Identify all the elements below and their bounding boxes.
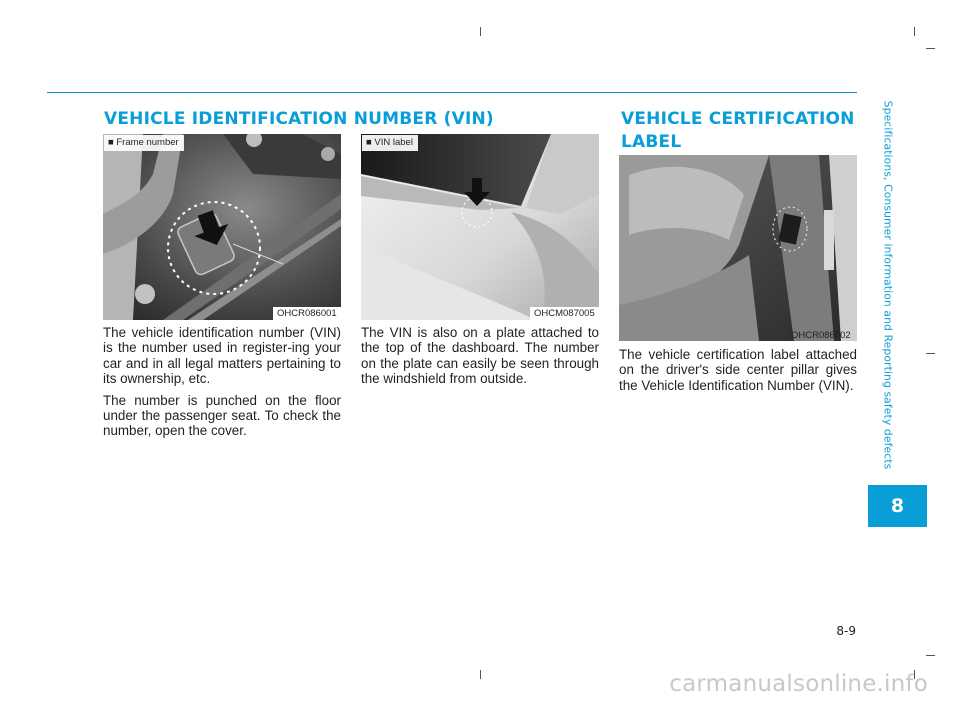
- chapter-tab: 8: [868, 485, 927, 527]
- crop-mark-top-center: [480, 27, 481, 36]
- frame-number-photo: [103, 134, 341, 320]
- vin-label-figure-code: OHCM087005: [530, 307, 599, 321]
- vin-paragraph-2: The number is punched on the floor under the passenger seat. To check the number, open the cover.: [103, 392, 341, 439]
- column-1-text: [103, 325, 341, 445]
- column-3-text: [619, 347, 857, 399]
- chapter-title-vertical: [876, 92, 900, 477]
- certification-heading-line1: VEHICLE CERTIFICATION: [621, 109, 855, 129]
- certification-label-heading: [621, 108, 855, 154]
- chapter-title-text: Specifications, Consumer information and Reporting safety defects: [881, 100, 895, 469]
- certification-paragraph: The vehicle certification label attached on the driver's side center pillar gives the Vehicle Identification Number (VIN).: [619, 347, 857, 393]
- header-rule: [47, 92, 857, 93]
- crop-mark-right-middle: [926, 353, 935, 354]
- watermark: carmanualsonline.info: [669, 671, 928, 697]
- crop-mark-right-lower: [926, 655, 935, 656]
- vin-label-photo: [361, 134, 599, 320]
- page-number: 8-9: [836, 624, 856, 638]
- certification-label-photo: [619, 155, 857, 341]
- column-2-text: [361, 325, 599, 393]
- vin-plate-paragraph: The VIN is also on a plate attached to the top of the dashboard. The number on the plate can easily be seen through the windshield from outside.: [361, 325, 599, 387]
- frame-number-caption: ■ Frame number: [104, 135, 184, 151]
- certification-heading-line2: LABEL: [621, 132, 682, 152]
- certification-label-figure-code: OHCR086002: [791, 330, 851, 341]
- frame-number-figure-code: OHCR086001: [273, 307, 341, 321]
- vin-paragraph-1: The vehicle identification number (VIN) is the number used in register-ing your car and in all legal matters pertaining to its ownership, etc.: [103, 325, 341, 387]
- vin-heading: VEHICLE IDENTIFICATION NUMBER (VIN): [104, 109, 494, 129]
- vin-label-caption: ■ VIN label: [362, 135, 418, 151]
- crop-mark-bottom-center: [480, 670, 481, 679]
- crop-mark-top-right: [914, 27, 915, 36]
- crop-mark-right-upper: [926, 48, 935, 49]
